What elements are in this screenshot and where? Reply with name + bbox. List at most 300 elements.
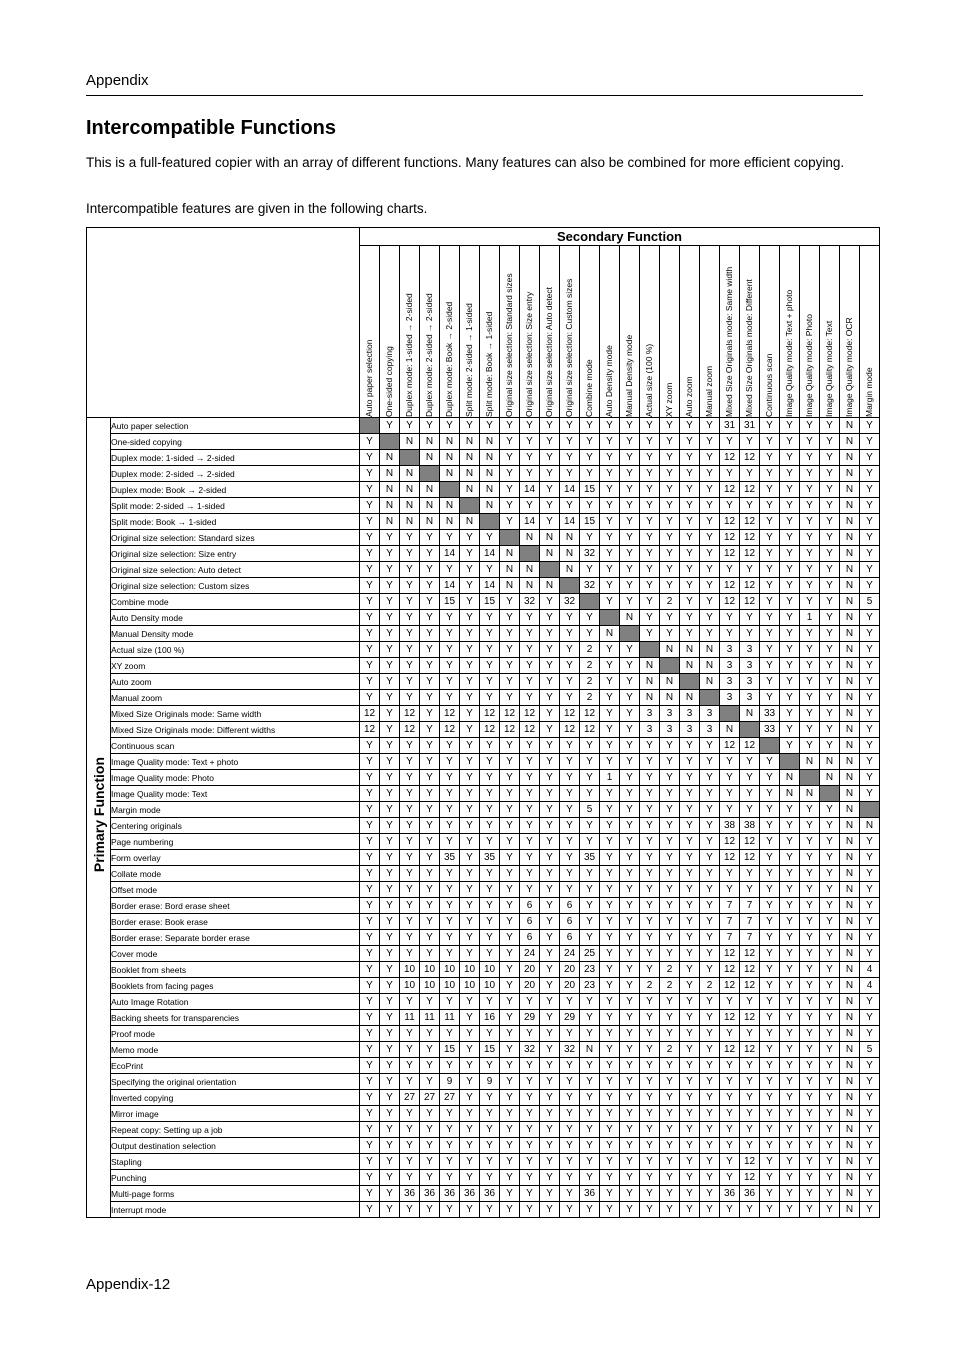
cell: Y	[420, 786, 440, 802]
cell: Y	[460, 1154, 480, 1170]
cell: Y	[620, 978, 640, 994]
cell: Y	[760, 530, 780, 546]
row-label: Centering originals	[111, 818, 360, 834]
cell: Y	[460, 562, 480, 578]
cell: N	[840, 1170, 860, 1186]
cell: Y	[360, 578, 380, 594]
cell: 10	[420, 978, 440, 994]
cell: 12	[740, 946, 760, 962]
cell: Y	[380, 1154, 400, 1170]
cell: Y	[820, 450, 840, 466]
cell: Y	[360, 610, 380, 626]
cell: Y	[640, 786, 660, 802]
cell: Y	[540, 802, 560, 818]
cell: 14	[480, 546, 500, 562]
cell-not-applicable	[560, 578, 580, 594]
cell: 2	[580, 690, 600, 706]
cell: Y	[820, 850, 840, 866]
cell: Y	[540, 626, 560, 642]
cell: Y	[560, 866, 580, 882]
cell: 10	[480, 978, 500, 994]
cell: Y	[520, 994, 540, 1010]
cell: N	[440, 466, 460, 482]
cell: Y	[660, 914, 680, 930]
cell: Y	[720, 994, 740, 1010]
cell: Y	[440, 610, 460, 626]
cell: Y	[860, 1074, 880, 1090]
cell: Y	[860, 1154, 880, 1170]
cell: Y	[780, 994, 800, 1010]
cell: Y	[420, 562, 440, 578]
cell: Y	[820, 1090, 840, 1106]
cell: Y	[360, 450, 380, 466]
cell: Y	[720, 1138, 740, 1154]
cell: Y	[680, 914, 700, 930]
cell: 12	[520, 722, 540, 738]
cell: Y	[420, 674, 440, 690]
column-header	[460, 246, 480, 418]
cell: 24	[520, 946, 540, 962]
cell: Y	[380, 882, 400, 898]
cell: Y	[780, 562, 800, 578]
cell: N	[840, 610, 860, 626]
column-header	[780, 246, 800, 418]
cell: Y	[660, 498, 680, 514]
cell: Y	[680, 946, 700, 962]
cell: Y	[360, 1138, 380, 1154]
cell: Y	[440, 690, 460, 706]
cell: Y	[480, 834, 500, 850]
cell: Y	[360, 914, 380, 930]
cell: 5	[580, 802, 600, 818]
column-header-label: Mixed Size Originals mode: Same width	[724, 266, 734, 417]
cell: 31	[740, 418, 760, 434]
cell: N	[840, 434, 860, 450]
cell: Y	[740, 882, 760, 898]
cell: Y	[360, 466, 380, 482]
cell: Y	[800, 1202, 820, 1218]
cell: Y	[580, 1202, 600, 1218]
cell: Y	[620, 418, 640, 434]
cell: Y	[400, 610, 420, 626]
cell: Y	[720, 1122, 740, 1138]
cell: 6	[560, 898, 580, 914]
cell: Y	[380, 1042, 400, 1058]
cell: Y	[540, 994, 560, 1010]
cell: Y	[780, 594, 800, 610]
row-label: Duplex mode: 1-sided → 2-sided	[111, 450, 360, 466]
cell: Y	[600, 1186, 620, 1202]
cell: Y	[500, 690, 520, 706]
column-header	[720, 246, 740, 418]
cell: Y	[460, 930, 480, 946]
cell: N	[840, 706, 860, 722]
cell: Y	[820, 898, 840, 914]
cell: Y	[820, 498, 840, 514]
cell: Y	[480, 1154, 500, 1170]
cell: Y	[740, 1090, 760, 1106]
cell: Y	[860, 706, 880, 722]
cell: Y	[700, 818, 720, 834]
cell: Y	[680, 498, 700, 514]
row-label: Mixed Size Originals mode: Different widths	[111, 722, 360, 738]
cell: Y	[800, 1138, 820, 1154]
cell: 15	[480, 1042, 500, 1058]
cell: Y	[800, 434, 820, 450]
cell: Y	[500, 610, 520, 626]
cell: Y	[460, 1106, 480, 1122]
cell: N	[380, 482, 400, 498]
table-row	[87, 770, 880, 786]
cell: Y	[460, 1042, 480, 1058]
cell: Y	[700, 418, 720, 434]
cell: Y	[440, 818, 460, 834]
cell: Y	[740, 802, 760, 818]
cell: Y	[800, 882, 820, 898]
cell: Y	[760, 546, 780, 562]
cell: Y	[800, 1122, 820, 1138]
cell: Y	[640, 882, 660, 898]
cell: Y	[500, 946, 520, 962]
cell: Y	[540, 818, 560, 834]
cell: Y	[780, 738, 800, 754]
cell: Y	[460, 738, 480, 754]
cell: Y	[660, 610, 680, 626]
column-header	[420, 246, 440, 418]
cell: Y	[760, 1202, 780, 1218]
cell: Y	[440, 642, 460, 658]
cell: Y	[400, 562, 420, 578]
cell: N	[700, 658, 720, 674]
cell: Y	[820, 658, 840, 674]
cell: Y	[600, 930, 620, 946]
cell: Y	[460, 818, 480, 834]
cell: Y	[620, 450, 640, 466]
cell: Y	[480, 642, 500, 658]
cell: Y	[680, 514, 700, 530]
cell: Y	[440, 930, 460, 946]
cell: Y	[820, 562, 840, 578]
cell: Y	[660, 1202, 680, 1218]
cell: Y	[480, 770, 500, 786]
cell: 35	[580, 850, 600, 866]
table-row	[87, 578, 880, 594]
cell: Y	[760, 754, 780, 770]
cell: 20	[560, 978, 580, 994]
cell: Y	[660, 434, 680, 450]
cell: Y	[600, 1122, 620, 1138]
cell: Y	[680, 850, 700, 866]
cell: Y	[620, 994, 640, 1010]
cell: Y	[600, 834, 620, 850]
cell: N	[540, 578, 560, 594]
cell: Y	[620, 914, 640, 930]
cell: Y	[580, 1026, 600, 1042]
cell: Y	[380, 930, 400, 946]
cell: Y	[680, 882, 700, 898]
cell: Y	[680, 930, 700, 946]
cell: 10	[400, 978, 420, 994]
cell: 6	[520, 898, 540, 914]
cell: Y	[500, 1122, 520, 1138]
cell: Y	[420, 1058, 440, 1074]
cell: Y	[480, 1170, 500, 1186]
cell: Y	[600, 978, 620, 994]
cell: Y	[440, 946, 460, 962]
cell: Y	[540, 1106, 560, 1122]
cell: Y	[640, 562, 660, 578]
cell: Y	[500, 802, 520, 818]
cell: 36	[580, 1186, 600, 1202]
column-header-label: Manual zoom	[704, 365, 714, 417]
cell: Y	[520, 1186, 540, 1202]
row-label: Booklet from sheets	[111, 962, 360, 978]
cell: Y	[600, 882, 620, 898]
cell: Y	[780, 1106, 800, 1122]
cell: Y	[680, 1138, 700, 1154]
cell: N	[840, 898, 860, 914]
cell: Y	[640, 1090, 660, 1106]
cell: Y	[360, 962, 380, 978]
cell: Y	[380, 978, 400, 994]
cell: Y	[560, 466, 580, 482]
cell: Y	[600, 994, 620, 1010]
cell: Y	[620, 1010, 640, 1026]
page-header-section: Appendix	[86, 72, 149, 89]
cell: Y	[480, 914, 500, 930]
cell: Y	[380, 594, 400, 610]
cell: Y	[680, 962, 700, 978]
row-label: Interrupt mode	[111, 1202, 360, 1218]
cell: N	[840, 674, 860, 690]
table-row	[87, 882, 880, 898]
cell: 2	[580, 658, 600, 674]
cell: Y	[380, 626, 400, 642]
cell: 2	[660, 978, 680, 994]
cell: 15	[580, 482, 600, 498]
cell: Y	[380, 1074, 400, 1090]
cell: 12	[720, 450, 740, 466]
cell: Y	[400, 770, 420, 786]
cell: Y	[720, 882, 740, 898]
cell: Y	[360, 626, 380, 642]
cell: Y	[360, 514, 380, 530]
column-header	[580, 246, 600, 418]
cell: Y	[620, 690, 640, 706]
cell: Y	[580, 1106, 600, 1122]
cell: Y	[400, 1122, 420, 1138]
cell: N	[840, 514, 860, 530]
cell: Y	[400, 578, 420, 594]
cell: Y	[720, 626, 740, 642]
column-header-label: Mixed Size Originals mode: Different	[744, 279, 754, 417]
cell: Y	[860, 466, 880, 482]
cell: Y	[660, 1010, 680, 1026]
column-header	[700, 246, 720, 418]
cell: 15	[440, 594, 460, 610]
cell: N	[860, 818, 880, 834]
column-header	[400, 246, 420, 418]
cell: Y	[480, 1202, 500, 1218]
cell: Y	[640, 866, 660, 882]
cell: Y	[620, 706, 640, 722]
cell: Y	[700, 1058, 720, 1074]
cell: Y	[780, 962, 800, 978]
cell: Y	[620, 546, 640, 562]
cell: Y	[760, 962, 780, 978]
cell: Y	[660, 1074, 680, 1090]
row-label: Margin mode	[111, 802, 360, 818]
cell: Y	[700, 898, 720, 914]
cell: Y	[480, 1090, 500, 1106]
cell: Y	[680, 738, 700, 754]
cell: Y	[500, 1058, 520, 1074]
cell: Y	[680, 802, 700, 818]
cell: N	[400, 482, 420, 498]
column-header	[440, 246, 460, 418]
cell: Y	[600, 482, 620, 498]
cell: Y	[820, 738, 840, 754]
cell: Y	[420, 1074, 440, 1090]
cell: Y	[460, 834, 480, 850]
cell: 2	[660, 962, 680, 978]
cell-not-applicable	[800, 770, 820, 786]
cell: Y	[640, 514, 660, 530]
column-header	[680, 246, 700, 418]
cell: Y	[640, 482, 660, 498]
cell: Y	[500, 642, 520, 658]
cell: Y	[780, 1074, 800, 1090]
cell: N	[840, 642, 860, 658]
cell: Y	[360, 1122, 380, 1138]
cell: Y	[800, 1010, 820, 1026]
cell: 12	[480, 706, 500, 722]
cell: Y	[520, 1122, 540, 1138]
cell: Y	[680, 1042, 700, 1058]
cell: Y	[600, 706, 620, 722]
cell: Y	[740, 1122, 760, 1138]
cell: 12	[720, 1042, 740, 1058]
cell: Y	[820, 1170, 840, 1186]
cell: N	[520, 562, 540, 578]
cell: Y	[580, 866, 600, 882]
cell: 12	[560, 706, 580, 722]
cell: N	[480, 450, 500, 466]
cell: N	[800, 786, 820, 802]
cell: 12	[720, 546, 740, 562]
cell: Y	[800, 594, 820, 610]
cell: Y	[800, 642, 820, 658]
cell: Y	[760, 1026, 780, 1042]
cell: Y	[620, 594, 640, 610]
table-row	[87, 994, 880, 1010]
page-number: Appendix-12	[86, 1276, 171, 1293]
cell: Y	[440, 770, 460, 786]
cell: Y	[420, 866, 440, 882]
cell: Y	[620, 834, 640, 850]
cell: Y	[660, 626, 680, 642]
cell: Y	[460, 1122, 480, 1138]
cell: Y	[460, 674, 480, 690]
cell: Y	[500, 466, 520, 482]
cell: Y	[540, 690, 560, 706]
cell: Y	[660, 1090, 680, 1106]
cell: N	[840, 1058, 860, 1074]
cell: 36	[480, 1186, 500, 1202]
cell: Y	[640, 946, 660, 962]
cell: N	[460, 450, 480, 466]
column-header-label: Combine mode	[584, 359, 594, 417]
table-row	[87, 674, 880, 690]
cell: 38	[740, 818, 760, 834]
table-row	[87, 1202, 880, 1218]
cell: Y	[780, 674, 800, 690]
cell: 1	[600, 770, 620, 786]
table-row	[87, 418, 880, 434]
cell: Y	[380, 898, 400, 914]
cell: Y	[380, 866, 400, 882]
cell: Y	[520, 834, 540, 850]
cell: 29	[520, 1010, 540, 1026]
cell: Y	[700, 1010, 720, 1026]
row-label: One-sided copying	[111, 434, 360, 450]
cell: Y	[580, 786, 600, 802]
cell: Y	[480, 786, 500, 802]
cell: Y	[560, 1074, 580, 1090]
cell: Y	[680, 610, 700, 626]
cell: Y	[620, 1202, 640, 1218]
cell: Y	[760, 434, 780, 450]
cell: N	[640, 674, 660, 690]
table-row	[87, 1106, 880, 1122]
row-label: EcoPrint	[111, 1058, 360, 1074]
cell: Y	[740, 1058, 760, 1074]
cell: Y	[580, 450, 600, 466]
cell: Y	[760, 930, 780, 946]
cell: Y	[760, 1010, 780, 1026]
cell: Y	[440, 1122, 460, 1138]
cell: Y	[820, 546, 840, 562]
cell: Y	[800, 914, 820, 930]
column-header-label: Manual Density mode	[624, 334, 634, 417]
cell: N	[380, 514, 400, 530]
table-row	[87, 1058, 880, 1074]
cell: 14	[440, 546, 460, 562]
cell: Y	[700, 530, 720, 546]
cell: Y	[360, 738, 380, 754]
cell: Y	[380, 1186, 400, 1202]
cell: 12	[740, 962, 760, 978]
table-row	[87, 818, 880, 834]
cell: Y	[800, 1170, 820, 1186]
cell: Y	[380, 418, 400, 434]
cell: Y	[480, 1058, 500, 1074]
row-label: Original size selection: Auto detect	[111, 562, 360, 578]
cell: Y	[680, 466, 700, 482]
cell: Y	[420, 1042, 440, 1058]
cell: 12	[740, 1042, 760, 1058]
cell: Y	[700, 578, 720, 594]
cell: Y	[420, 754, 440, 770]
cell-not-applicable	[820, 786, 840, 802]
cell: Y	[360, 1026, 380, 1042]
cell: Y	[460, 594, 480, 610]
column-header	[520, 246, 540, 418]
cell: Y	[500, 1090, 520, 1106]
cell: Y	[660, 802, 680, 818]
cell: Y	[480, 818, 500, 834]
cell: 10	[440, 962, 460, 978]
